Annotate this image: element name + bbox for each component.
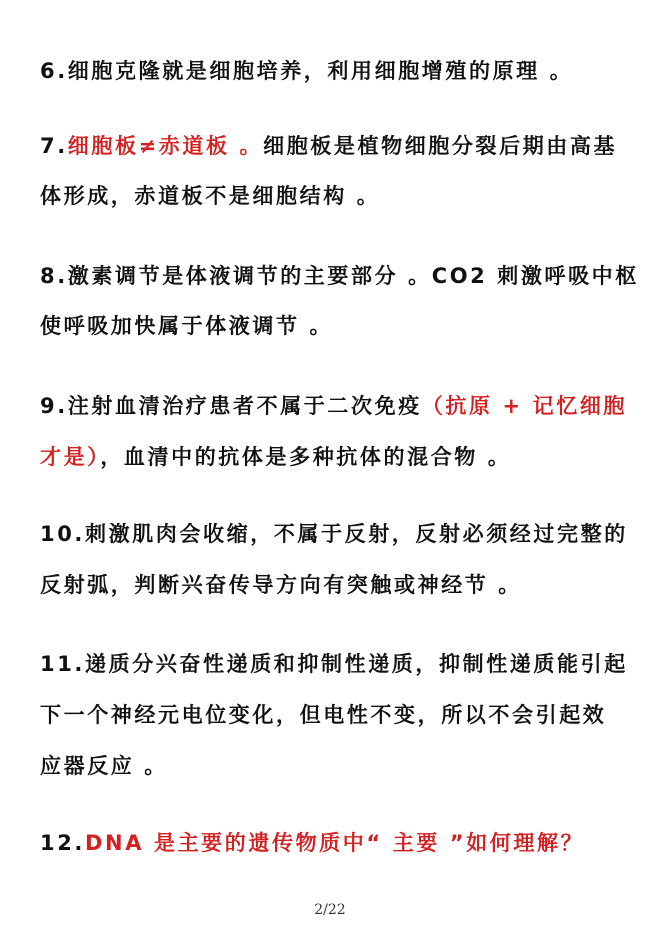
body-text: 7.	[40, 134, 68, 158]
page-number: 2/22	[314, 902, 346, 918]
highlighted-text: 细胞板≠赤道板 。	[67, 134, 264, 158]
body-text: 10.刺激肌肉会收缩，不属于反射，反射必须经过完整的	[40, 522, 628, 546]
item-8-line-2	[40, 312, 630, 340]
body-text: 8.激素调节是体液调节的主要部分 。CO2 刺激呼吸中枢	[40, 264, 639, 288]
body-text: 6.细胞克隆就是细胞培养，利用细胞增殖的原理 。	[40, 59, 574, 83]
item-11-line-3	[40, 752, 630, 780]
body-text: 11.递质分兴奋性递质和抑制性递质，抑制性递质能引起	[40, 652, 628, 676]
body-text: 反射弧，判断兴奋传导方向有突触或神经节 。	[40, 573, 522, 597]
body-text: 应器反应 。	[40, 754, 168, 778]
body-text: 下一个神经元电位变化，但电性不变，所以不会引起效	[40, 703, 607, 727]
body-text: 体形成，赤道板不是细胞结构 。	[40, 184, 381, 208]
item-10-line-2	[40, 571, 630, 599]
highlighted-text: （抗原 + 记忆细胞	[421, 394, 628, 418]
body-text: 使呼吸加快属于体液调节 。	[40, 314, 334, 338]
item-10-line-1	[40, 520, 630, 548]
body-text: 细胞板是植物细胞分裂后期由高基	[263, 134, 618, 158]
item-12-line-1	[40, 829, 630, 857]
body-text: ，血清中的抗体是多种抗体的混合物 。	[100, 445, 512, 469]
body-text: 9.注射血清治疗患者不属于二次免疫	[40, 394, 422, 418]
body-text: 12.	[40, 831, 86, 855]
item-6-line-1	[40, 57, 630, 85]
item-9-line-1	[40, 392, 630, 420]
item-7-line-2	[40, 182, 630, 210]
item-8-line-1	[40, 262, 639, 290]
highlighted-text: 才是）	[40, 445, 101, 469]
item-11-line-2	[40, 701, 630, 729]
item-7-line-1	[40, 132, 630, 160]
item-11-line-1	[40, 650, 630, 678]
highlighted-text: DNA 是主要的遗传物质中“ 主要 ”如何理解？	[85, 831, 585, 855]
item-9-line-2	[40, 443, 630, 471]
